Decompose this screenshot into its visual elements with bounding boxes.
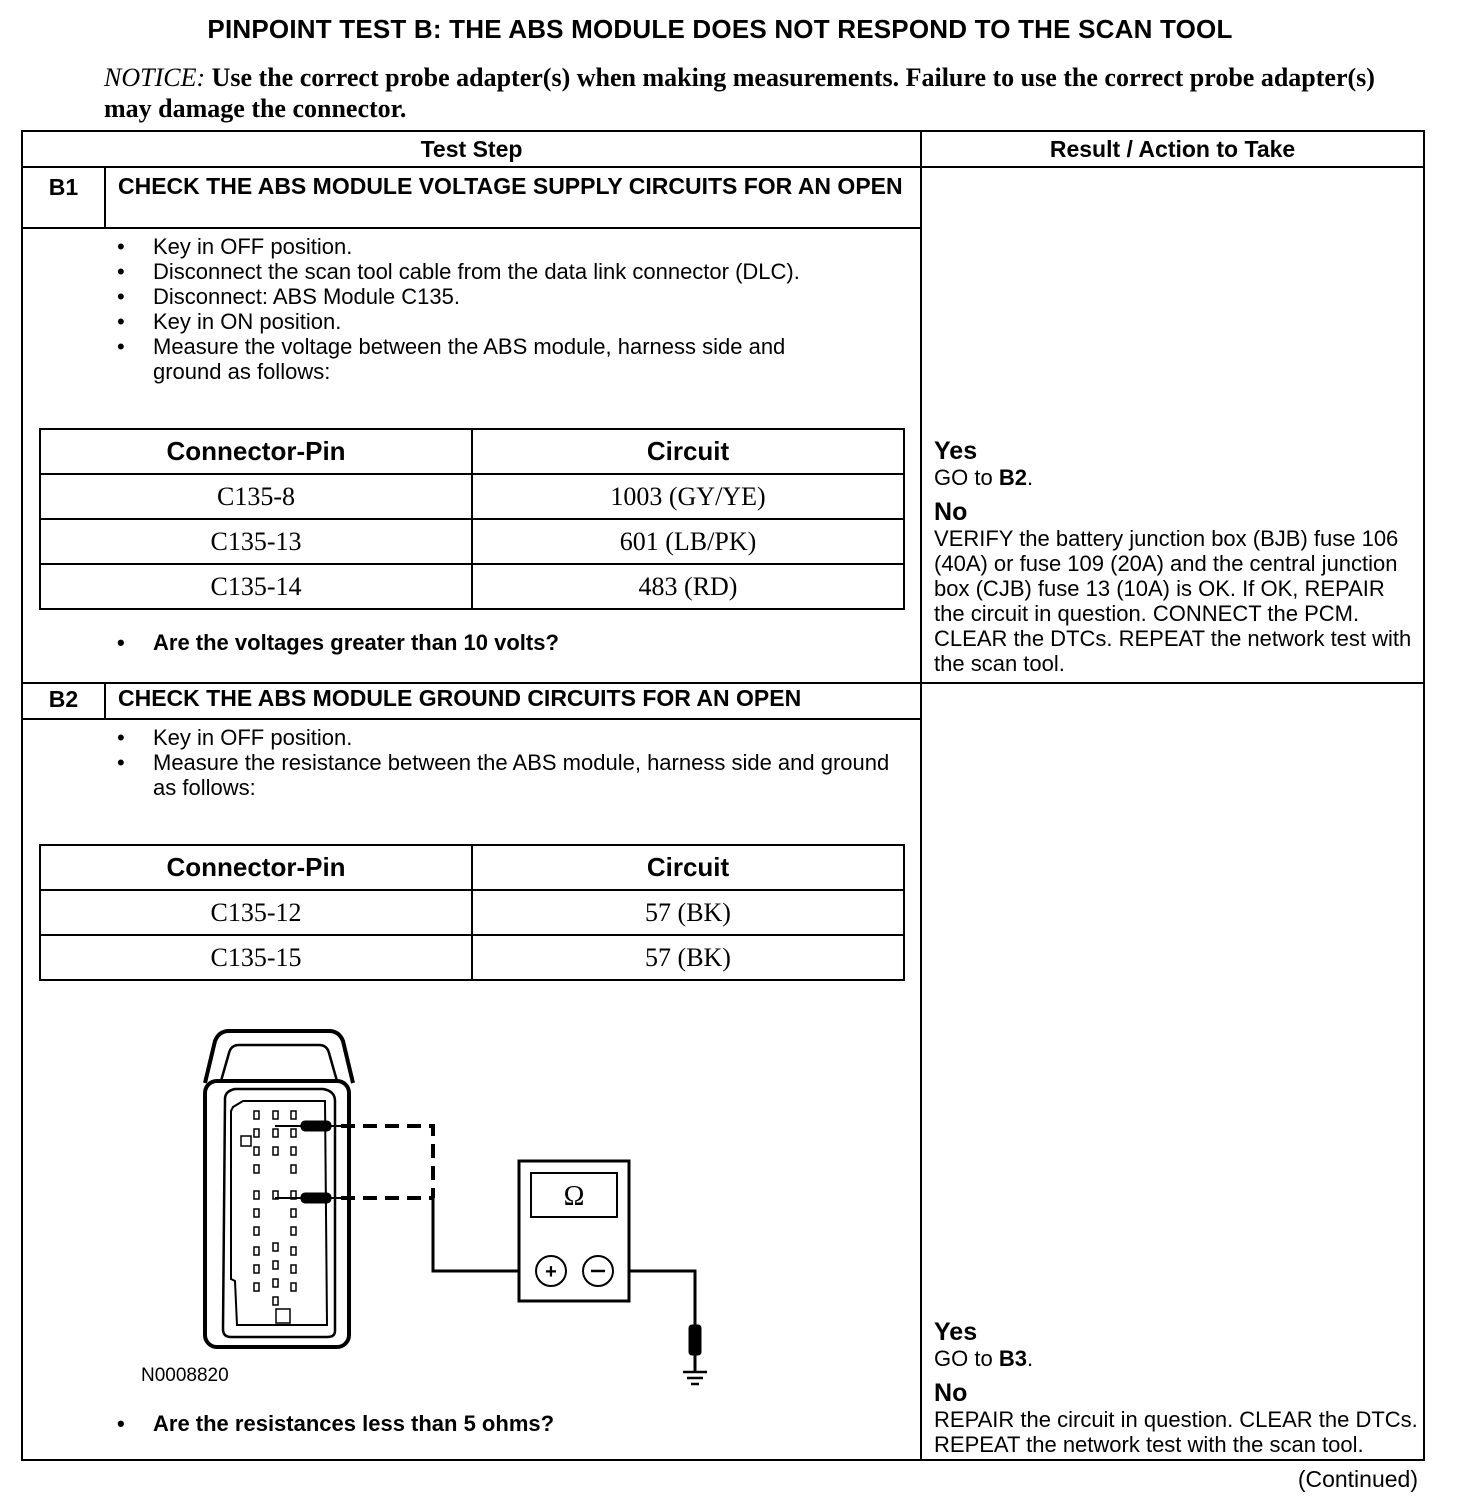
multimeter-icon: [519, 1161, 629, 1301]
svg-text:+: +: [545, 1261, 557, 1283]
diagram-svg: [23, 981, 919, 1405]
list-item: • Key in OFF position.: [153, 725, 890, 750]
b1-yes-label: Yes: [934, 437, 978, 465]
table-header: Connector-Pin: [40, 429, 472, 474]
table-header: Circuit: [472, 845, 904, 890]
b1-connector-table: [39, 428, 905, 610]
b2-yes-action: GO to B3.: [934, 1346, 1034, 1371]
step-b1-result: [921, 167, 1424, 683]
b2-connector-table: [39, 844, 905, 981]
step-b2-title-row: [22, 683, 1424, 719]
step-b2-result: [921, 683, 1424, 1460]
list-item: • Disconnect the scan tool cable from the data link connector (DLC).: [153, 259, 840, 284]
b2-yes-label: Yes: [934, 1318, 978, 1346]
list-item: • Key in ON position.: [153, 309, 840, 334]
step-b2-title: CHECK THE ABS MODULE GROUND CIRCUITS FOR AN OPEN: [105, 683, 921, 719]
table-row: C135-12 57 (BK): [40, 890, 904, 935]
table-header: Connector-Pin: [40, 845, 472, 890]
step-b2-id: B2: [22, 683, 105, 719]
header-test-step: Test Step: [22, 131, 921, 167]
dashed-leads: [341, 1126, 433, 1198]
b2-question: [23, 1411, 920, 1436]
b2-no-label: No: [934, 1379, 968, 1407]
b1-no-action: VERIFY the battery junction box (BJB) fuse 106 (40A) or fuse 109 (20A) and the central junction box (CJB) fuse 13 (10A) is OK. If OK, REPAIR the circuit in question. CONNECT the PCM. CLEAR the DTCs. REPEAT the network test with the scan tool.: [934, 526, 1412, 676]
notice-text: Use the correct probe adapter(s) when making measurements. Failure to use the correct probe adapter(s) may damage the connector.: [104, 63, 1375, 123]
continued-label: (Continued): [1297, 1466, 1418, 1492]
table-header: Circuit: [472, 429, 904, 474]
header-result: Result / Action to Take: [921, 131, 1424, 167]
header-row: [22, 131, 1424, 167]
step-b1-id: B1: [22, 167, 105, 228]
b1-question: [23, 630, 920, 655]
step-b1-body: [22, 228, 921, 683]
figure-id: N0008820: [141, 1365, 229, 1386]
test-table: [21, 130, 1425, 1461]
connector-diagram: [23, 981, 920, 1405]
question: • Are the voltages greater than 10 volts?: [153, 630, 920, 655]
b1-bullet-list: [23, 234, 920, 384]
connector-icon: [205, 1031, 353, 1347]
b1-yes-action: GO to B2.: [934, 465, 1034, 490]
step-b1-title-row: [22, 167, 1424, 228]
question: • Are the resistances less than 5 ohms?: [153, 1411, 920, 1436]
list-item: • Disconnect: ABS Module C135.: [153, 284, 840, 309]
table-row: C135-14 483 (RD): [40, 564, 904, 609]
table-row: C135-15 57 (BK): [40, 935, 904, 980]
b1-no-label: No: [934, 498, 968, 526]
connector-pins: [254, 1111, 296, 1305]
b2-no-action: REPAIR the circuit in question. CLEAR the DTCs. REPEAT the network test with the scan tool.: [934, 1407, 1418, 1457]
notice-label: NOTICE:: [104, 63, 206, 92]
step-b2-body: [22, 719, 921, 1460]
page-title: PINPOINT TEST B: THE ABS MODULE DOES NOT RESPOND TO THE SCAN TOOL: [207, 14, 1233, 44]
step-b1-title: CHECK THE ABS MODULE VOLTAGE SUPPLY CIRCUITS FOR AN OPEN: [105, 167, 921, 228]
probe-icon: [275, 1121, 341, 1203]
notice: [104, 62, 1404, 124]
list-item: • Key in OFF position.: [153, 234, 840, 259]
meter-symbol: Ω: [563, 1181, 585, 1212]
list-item: • Measure the voltage between the ABS module, harness side and ground as follows:: [153, 334, 840, 384]
list-item: • Measure the resistance between the ABS module, harness side and ground as follows:: [153, 750, 890, 800]
table-row: C135-8 1003 (GY/YE): [40, 474, 904, 519]
b2-bullet-list: [23, 725, 920, 800]
ground-icon: [683, 1325, 707, 1384]
table-row: C135-13 601 (LB/PK): [40, 519, 904, 564]
